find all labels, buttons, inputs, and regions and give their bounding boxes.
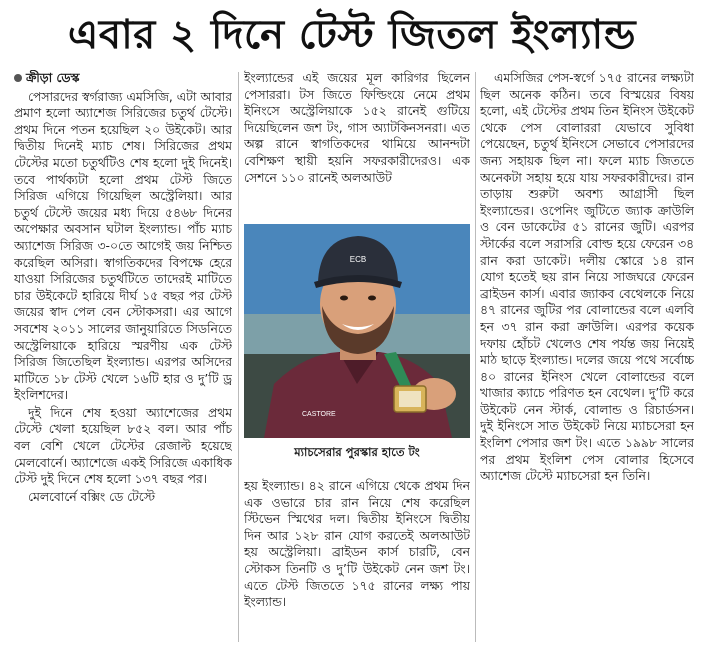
- article-column-2-top: [244, 70, 470, 250]
- article-column-1: [14, 70, 232, 650]
- article-column-3: [480, 70, 694, 650]
- paragraph: এমসিজির পেস-স্বর্গে ১৭৫ রানের লক্ষ্যটা ছিল অনেক কঠিন। তবে বিস্ময়ের বিষয় হলো, এই টেস্টের প্রথম তিন ইনিংস উইকেট থেকে পেস বোলাররা যেভাবে সুবিধা পেয়েছেন, চতুর্থ ইনিংসে সেভাবে পেসারদের জন্য সহায়ক ছিল না। ফলে ম্যাচ জিততে অনেকটা সহায় হয়ে যায় সফরকারীদের। রান তাড়ায় শুরুটা অবশ্য আগ্রাসী ছিল ইংল্যান্ডের। ওপেনিং জুটিতে জ্যাক ক্রাউলি ও বেন ডাকেটের ৫১ রানের জুটি। এরপর স্টার্কের বলে সরাসরি বোল্ড হয়ে ফেরেন ৩৪ রান করা ডাকেট। দলীয় স্কোরে ১৪ রান যোগ হতেই ছয় রান নিয়ে সাজঘরে ফেরেন ব্রাইডন কার্স। এবার জ্যাকব বেথেলকে নিয়ে ৪৭ রানের জুটির পর বোলান্ডের বলে এলবি হন ৩৭ রান করা ক্রাউলি। এরপর কয়েক দফায় হোঁচট খেলেও শেষ পর্যন্ত জয় নিয়েই মাঠ ছাড়ে ইংল্যান্ড। দলের জয়ে পথে সর্বোচ্চ ৪০ রানের ইনিংস খেলে বোলান্ডের বলে খাজার ক্যাচে পরিণত হন বেথেল। দু’টি করে উইকেট নেন স্টার্ক, বোলান্ড ও রিচার্ডসন। দুই ইনিংসে সাত উইকেট নিয়ে ম্যাচসেরা হন ইংলিশ পেসার জশ টং। এতে ১৯৯৮ সালের পর প্রথম ইংলিশ পেস বোলার হিসেবে অ্যাশেজ টেস্টে ম্যাচসেরা হন তিনি।: [480, 71, 694, 484]
- shirt-text: CASTORE: [302, 411, 336, 418]
- paragraph: দুই দিনে শেষ হওয়া অ্যাশেজের প্রথম টেস্টে খেলা হয়েছিল ৮৫২ বল। আর পাঁচ বল বেশি খেলে টেস্টের রেজাল্ট হয়েছে মেলবোর্নে। অ্যাশেজে একই সিরিজে একাধিক টেস্ট দুই দিনে শেষ হলো ১৩৭ বছর পর।: [14, 405, 232, 487]
- byline: [14, 70, 232, 87]
- headline: এবার ২ দিনে টেস্ট জিতল ইংল্যান্ড: [67, 12, 637, 58]
- column-divider: [475, 72, 476, 642]
- article-column-2-bottom: [244, 478, 470, 650]
- paragraph: হয় ইংল্যান্ড। ৪২ রানে এগিয়ে থেকে প্রথম দিন এক ওভারে চার রান নিয়ে শেষ করেছিল স্টিভেন স্মিথের দল। দ্বিতীয় ইনিংসে দ্বিতীয় দিন আর ১২৮ রান যোগ করতেই অলআউট হয় অস্ট্রেলিয়া। ব্রাইডন কার্স চারটি, বেন স্টোকস তিনটি ও দু’টি উইকেট নেন জশ টং। এতে টেস্ট জিততে ১৭৫ রানের লক্ষ্য পায় ইংল্যান্ড।: [244, 479, 470, 610]
- paragraph: ইংল্যান্ডের এই জয়ের মূল কারিগর ছিলেন পেসাররা। টস জিতে ফিল্ডিংয়ে নেমে প্রথম ইনিংসে অস্ট্রেলিয়াকে ১৫২ রানেই গুটিয়ে দিয়েছিলেন জশ টং, গাস অ্যাটকিনসনরা। এত অল্প রানে স্বাগতিকদের থামিয়ে আনন্দটা বেশিক্ষণ স্থায়ী হয়নি সফরকারীদেরও। এক সেশনে ১১০ রানেই অলআউট: [244, 71, 470, 185]
- paragraph: পেসারদের স্বর্গরাজ্য এমসিজি, এটা আবার প্রমাণ হলো অ্যাশেজ সিরিজের চতুর্থ টেস্টে। প্রথম দিনে পতন হয়েছিল ২০ উইকেট। আর দ্বিতীয় দিনেই ম্যাচ শেষ। সিরিজের প্রথম টেস্টের মতো চতুর্থটিও শেষ হলো দুই দিনেই। তবে পার্থক্যটা হলো প্রথম টেস্ট জিতে সিরিজ এগিয়ে গিয়েছিল অস্ট্রেলিয়া। আর চতুর্থ টেস্টে জয়ের মধ্য দিয়ে ৫৪৬৮ দিনের অপেক্ষার অবসান ঘটাল ইংল্যান্ড। পাঁচ ম্যাচ অ্যাশেজ সিরিজ ৩-০তে আগেই জয় নিশ্চিত করেছিল অসিরা। স্বাগতিকদের বিপক্ষে হেরে যাওয়া সিরিজের চতুর্থটিতে তাদেরই মাটিতে চার উইকেটে হারিয়ে দীর্ঘ ১৫ বছর পর টেস্ট জয়ের স্বাদ পেল বেন স্টোকসরা। এর আগে সবশেষ ২০১১ সালের জানুয়ারিতে সিডনিতে অস্ট্রেলিয়াকে হারিয়ে স্মরণীয় এক টেস্ট সিরিজ জিতেছিল ইংল্যান্ড। এরপর অসিদের মাটিতে ১৮ টেস্ট খেলে ১৬টি হার ও দু’টি ড্র ইংলিশদের।: [14, 89, 232, 403]
- bullet-icon: [14, 74, 22, 82]
- player-photo: [244, 224, 470, 438]
- player-illustration: [244, 224, 470, 438]
- paragraph: মেলবোর্নে বক্সিং ডে টেস্টে: [28, 489, 155, 504]
- photo-caption: ম্যাচসেরার পুরস্কার হাতে টং: [294, 445, 420, 459]
- cap-logo-text: ECB: [349, 255, 367, 264]
- byline-text: ক্রীড়া ডেস্ক: [26, 71, 80, 85]
- column-divider: [238, 72, 239, 642]
